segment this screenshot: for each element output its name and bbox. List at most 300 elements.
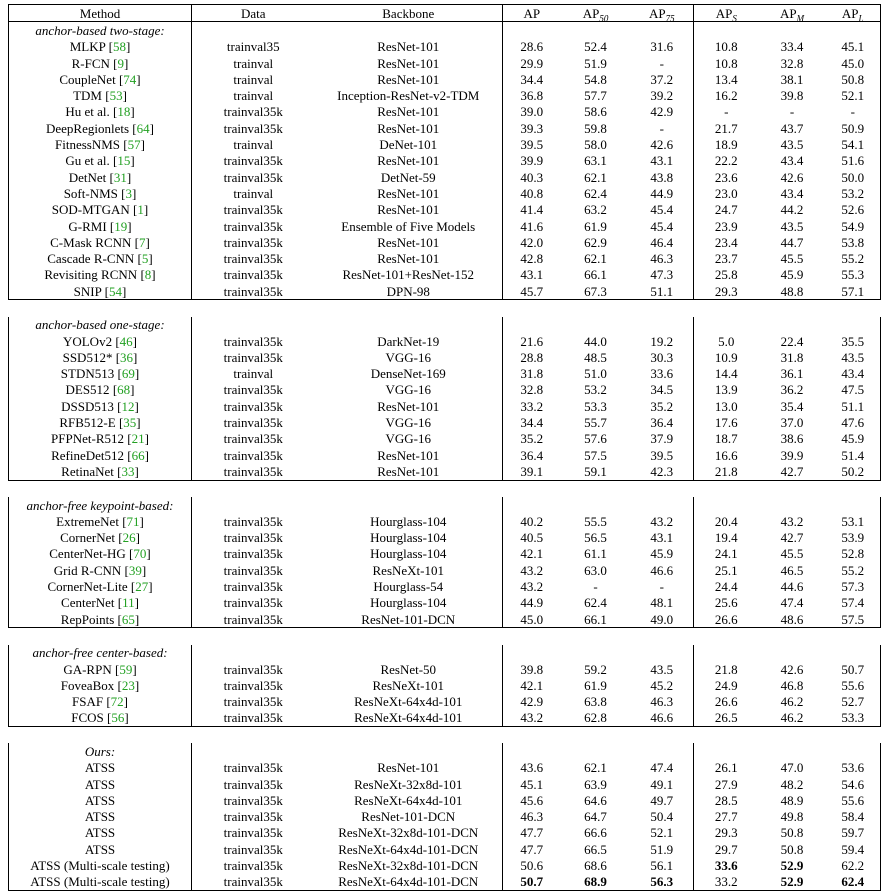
header-ap75 — [631, 5, 694, 22]
apm-cell: 42.6 — [780, 661, 804, 677]
apl-cell: 57.4 — [826, 595, 881, 611]
backbone-cell: ResNet-101 — [315, 39, 503, 55]
ap50-cell: 61.9 — [584, 218, 607, 234]
aps-cell: 25.6 — [714, 595, 738, 611]
ap50-cell: 59.2 — [584, 661, 607, 677]
ap50-cell: 62.1 — [584, 251, 607, 267]
method-cell: RFB512-E [35] — [9, 414, 192, 430]
apm-cell — [759, 874, 826, 891]
aps-cell: 21.8 — [694, 463, 759, 480]
apm-cell: 44.7 — [780, 234, 804, 250]
header-method: Method — [9, 5, 192, 22]
ap75-cell: 45.4 — [631, 202, 694, 218]
table-row — [9, 874, 881, 891]
backbone-cell: ResNet-101 — [315, 250, 503, 266]
data-cell: trainval35k — [223, 841, 283, 857]
citation-link[interactable]: 35 — [123, 415, 137, 431]
ap50-cell: 59.1 — [561, 463, 631, 480]
data-cell: trainval35k — [223, 661, 283, 677]
citation-link[interactable]: 8 — [144, 267, 152, 283]
citation-link[interactable]: 69 — [121, 366, 135, 382]
ap50-cell: 53.2 — [584, 382, 607, 398]
backbone-cell: DPN-98 — [315, 283, 503, 300]
ap75-cell: 42.6 — [631, 136, 694, 152]
backbone-cell: ResNeXt-64x4d-101-DCN — [315, 841, 503, 857]
method-cell: Hu et al. [18] — [9, 104, 192, 120]
apl-cell: 51.1 — [826, 398, 881, 414]
aps-cell: 10.8 — [714, 39, 738, 55]
apm-cell: 45.9 — [780, 267, 804, 283]
ap50-cell: 57.6 — [584, 431, 607, 447]
backbone-cell: ResNet-101 — [315, 234, 503, 250]
table-row — [9, 185, 881, 201]
citation-link[interactable]: 65 — [121, 611, 135, 627]
ap50-cell: 54.8 — [584, 71, 607, 87]
data-cell: trainval35k — [223, 562, 283, 578]
data-cell: trainval35k — [223, 349, 283, 365]
citation-link[interactable]: 33 — [121, 463, 135, 479]
citation-link[interactable]: 9 — [117, 55, 125, 71]
ap75-cell: - — [631, 55, 694, 71]
citation-link[interactable]: 27 — [135, 579, 149, 595]
ap-cell: 41.6 — [520, 218, 544, 234]
method-name: YOLOv2 — [62, 333, 113, 349]
table-row — [9, 677, 881, 693]
backbone-cell: ResNet-101 — [315, 202, 503, 218]
header-apl-sub: L — [858, 13, 864, 22]
method-name: Grid R-CNN — [53, 562, 122, 578]
ap-cell: 42.8 — [520, 251, 544, 267]
apm-cell: 48.2 — [780, 776, 804, 792]
method-name: ATSS — [84, 760, 116, 776]
apl-cell: 55.2 — [826, 562, 881, 578]
method-name: DetNet — [68, 169, 107, 185]
empty-cell — [503, 645, 561, 661]
citation-link[interactable]: 12 — [121, 398, 135, 414]
method-name: RepPoints — [60, 611, 115, 627]
aps-cell: 28.5 — [714, 792, 738, 808]
group-separator — [9, 300, 881, 317]
backbone-cell: ResNeXt-64x4d-101 — [315, 792, 503, 808]
table-row — [9, 841, 881, 857]
citation-link[interactable]: 1 — [137, 202, 144, 218]
header-ap75-sub: 75 — [665, 13, 675, 22]
data-cell: trainval35k — [223, 530, 283, 546]
results-table — [8, 4, 881, 891]
method-name: CoupleNet — [59, 71, 116, 87]
citation-link[interactable]: 53 — [109, 88, 123, 104]
ap50-cell: 62.4 — [584, 595, 607, 611]
group-title: anchor-free keypoint-based: — [9, 497, 192, 513]
backbone-cell: DeNet-101 — [315, 136, 503, 152]
citation-link[interactable]: 64 — [136, 120, 150, 136]
method-cell: Grid R-CNN [39] — [9, 562, 192, 578]
apm-cell: 46.2 — [780, 694, 804, 710]
method-name: ATSS — [84, 776, 116, 792]
backbone-cell: ResNet-50 — [315, 661, 503, 677]
apm-cell: 43.5 — [780, 137, 804, 153]
apl-cell: 50.0 — [826, 169, 881, 185]
group-title-row — [9, 645, 881, 661]
apm-value-bold: 52.9 — [780, 874, 804, 890]
backbone-cell: VGG-16 — [315, 431, 503, 447]
data-cell: trainval35k — [223, 513, 283, 529]
table-row — [9, 776, 881, 792]
ap-cell: 32.8 — [520, 382, 544, 398]
table-row — [9, 234, 881, 250]
data-cell: trainval35k — [192, 463, 315, 480]
ap75-cell: 43.8 — [631, 169, 694, 185]
ap50-cell: 58.6 — [584, 104, 607, 120]
ap-cell: 43.2 — [520, 562, 544, 578]
citation-link[interactable]: 74 — [123, 71, 137, 87]
empty-cell — [759, 22, 826, 39]
data-cell: trainval35k — [223, 595, 283, 611]
table-row — [9, 809, 881, 825]
table-row — [9, 661, 881, 677]
data-cell: trainval35k — [223, 677, 283, 693]
backbone-cell: ResNet-101+ResNet-152 — [315, 267, 503, 283]
method-cell: CenterNet [11] — [9, 595, 192, 611]
empty-cell — [315, 497, 503, 513]
method-cell: TDM [53] — [9, 87, 192, 103]
ap-cell: 45.6 — [520, 792, 544, 808]
citation-link[interactable]: 54 — [108, 283, 122, 299]
apl-cell: 55.3 — [826, 267, 881, 283]
group-separator — [9, 727, 881, 744]
aps-cell: 24.7 — [714, 202, 738, 218]
method-cell: FoveaBox [23] — [9, 677, 192, 693]
ap-cell: 33.2 — [520, 398, 544, 414]
table-row — [9, 382, 881, 398]
method-cell: RepPoints [65] — [9, 611, 192, 628]
data-cell: trainval35k — [223, 415, 283, 431]
ap-cell: 28.6 — [520, 39, 544, 55]
ap75-cell: 33.6 — [631, 366, 694, 382]
aps-cell: 26.1 — [714, 760, 738, 776]
data-cell: trainval35k — [223, 104, 283, 120]
citation-link[interactable]: 7 — [139, 234, 146, 250]
apm-cell: 50.8 — [780, 841, 804, 857]
ap75-cell: 44.9 — [631, 185, 694, 201]
backbone-cell: ResNeXt-101 — [315, 677, 503, 693]
empty-cell — [826, 743, 881, 759]
ap50-cell: 63.8 — [584, 694, 607, 710]
citation-link[interactable]: 66 — [131, 447, 145, 463]
citation-link[interactable]: 59 — [119, 661, 133, 677]
apm-cell: 48.9 — [780, 792, 804, 808]
ap50-cell: 57.5 — [584, 447, 607, 463]
empty-cell — [759, 743, 826, 759]
ap75-cell: 49.0 — [631, 611, 694, 628]
ap50-value-bold: 68.9 — [584, 874, 607, 890]
citation-link[interactable]: 5 — [141, 251, 149, 267]
citation-link[interactable]: 39 — [128, 562, 142, 578]
citation-link[interactable]: 70 — [133, 546, 147, 562]
apl-cell: 52.6 — [826, 202, 881, 218]
apm-cell: 44.6 — [780, 579, 804, 595]
empty-cell — [694, 317, 759, 333]
header-aps — [694, 5, 759, 22]
apl-cell: 54.9 — [826, 218, 881, 234]
ap50-cell: 53.3 — [584, 398, 607, 414]
apm-cell: 43.4 — [780, 185, 804, 201]
citation-link[interactable]: 31 — [113, 169, 127, 185]
table-row — [9, 710, 881, 727]
citation-link[interactable]: 3 — [125, 185, 132, 201]
apl-cell: 50.9 — [826, 120, 881, 136]
method-cell: RefineDet512 [66] — [9, 447, 192, 463]
empty-cell — [561, 22, 631, 39]
apm-cell: 48.6 — [759, 611, 826, 628]
empty-cell — [759, 317, 826, 333]
ap-cell: 39.5 — [520, 137, 544, 153]
aps-cell: 22.2 — [714, 153, 738, 169]
group-title: anchor-based one-stage: — [9, 317, 192, 333]
data-cell: trainval35k — [223, 858, 283, 874]
group-title-row — [9, 743, 881, 759]
apm-cell: 46.8 — [780, 677, 804, 693]
method-name: C-Mask RCNN — [50, 234, 132, 250]
method-name: ATSS (Multi-scale testing) — [30, 858, 170, 874]
apl-cell: 43.4 — [826, 366, 881, 382]
empty-cell — [315, 645, 503, 661]
apm-cell: 46.2 — [759, 710, 826, 727]
apm-cell: 50.8 — [780, 825, 804, 841]
aps-cell: 23.9 — [714, 218, 738, 234]
ap50-cell: 67.3 — [561, 283, 631, 300]
table-row — [9, 55, 881, 71]
method-cell: G-RMI [19] — [9, 218, 192, 234]
ap-cell: 45.7 — [503, 283, 561, 300]
method-name: G-RMI — [68, 218, 107, 234]
apl-cell: 55.6 — [826, 792, 881, 808]
aps-cell: 24.4 — [714, 579, 738, 595]
apm-cell: 22.4 — [780, 333, 804, 349]
ap50-cell: 63.0 — [584, 562, 607, 578]
group-title: Ours: — [9, 743, 192, 759]
ap50-cell: 59.8 — [584, 120, 607, 136]
ap75-cell: 56.1 — [631, 857, 694, 873]
ap75-cell: 31.6 — [631, 39, 694, 55]
ap75-cell: 46.6 — [631, 710, 694, 727]
aps-cell: 16.6 — [714, 447, 738, 463]
empty-cell — [694, 22, 759, 39]
citation-link[interactable]: 58 — [112, 39, 126, 55]
method-name: DSSD513 — [61, 398, 114, 414]
ap-cell: 36.8 — [520, 88, 544, 104]
apl-cell: 52.8 — [826, 546, 881, 562]
method-cell — [9, 841, 192, 857]
method-cell: SSD512* [36] — [9, 349, 192, 365]
empty-cell — [503, 22, 561, 39]
citation-link[interactable]: 72 — [110, 694, 124, 710]
ap50-cell: 58.0 — [584, 137, 607, 153]
backbone-cell: ResNeXt-101 — [315, 562, 503, 578]
apl-cell: 50.7 — [826, 661, 881, 677]
ap-cell: 42.0 — [520, 234, 544, 250]
ap-cell: 41.4 — [520, 202, 544, 218]
ap75-cell: 37.9 — [631, 431, 694, 447]
citation-link[interactable]: 21 — [131, 431, 145, 447]
empty-cell — [315, 317, 503, 333]
apm-cell: 42.7 — [780, 530, 804, 546]
data-cell: trainval35k — [223, 809, 283, 825]
method-cell: DetNet [31] — [9, 169, 192, 185]
method-name: RetinaNet — [61, 463, 114, 479]
aps-cell: 33.2 — [694, 874, 759, 891]
method-cell — [9, 874, 192, 891]
ap-cell: 42.1 — [520, 677, 544, 693]
table-row — [9, 414, 881, 430]
data-cell: trainval35k — [223, 169, 283, 185]
backbone-cell: VGG-16 — [315, 382, 503, 398]
citation-link[interactable]: 36 — [120, 349, 134, 365]
apm-cell: 36.1 — [780, 366, 804, 382]
citation-link[interactable]: 71 — [126, 513, 140, 529]
backbone-cell: Hourglass-104 — [315, 595, 503, 611]
method-name: SOD-MTGAN — [51, 202, 130, 218]
ap75-cell: 19.2 — [631, 333, 694, 349]
ap50-cell: 64.7 — [584, 809, 607, 825]
data-cell: trainval35k — [223, 382, 283, 398]
data-cell: trainval35k — [223, 776, 283, 792]
ap75-cell: 42.3 — [631, 463, 694, 480]
apl-cell: 53.6 — [826, 760, 881, 776]
citation-link[interactable]: 11 — [122, 595, 135, 611]
aps-cell: 27.9 — [714, 776, 738, 792]
citation-link[interactable]: 68 — [117, 382, 131, 398]
header-aps-sub: S — [732, 13, 737, 22]
ap50-cell: 61.1 — [584, 546, 607, 562]
apm-cell: 43.5 — [780, 218, 804, 234]
group-title-row — [9, 317, 881, 333]
method-cell: FSAF [72] — [9, 693, 192, 709]
empty-cell — [561, 317, 631, 333]
header-apm-label: AP — [779, 5, 797, 21]
ap75-cell — [631, 874, 694, 891]
aps-cell: 10.8 — [714, 55, 738, 71]
method-name: STDN513 — [60, 366, 115, 382]
ap75-cell: 52.1 — [631, 825, 694, 841]
ap50-cell: 55.7 — [584, 415, 607, 431]
apl-cell: 47.6 — [826, 414, 881, 430]
aps-cell: 25.8 — [714, 267, 738, 283]
method-cell: YOLOv2 [46] — [9, 333, 192, 349]
table-row — [9, 120, 881, 136]
method-name: SNIP — [73, 283, 102, 299]
citation-link[interactable]: 23 — [121, 677, 135, 693]
ap-cell: 46.3 — [520, 809, 544, 825]
apm-cell: 35.4 — [780, 398, 804, 414]
ap50-cell: 63.1 — [584, 153, 607, 169]
ap-cell: 39.8 — [520, 661, 544, 677]
backbone-cell: Hourglass-54 — [315, 578, 503, 594]
table-row — [9, 218, 881, 234]
empty-cell — [315, 22, 503, 39]
data-cell: trainval35k — [223, 218, 283, 234]
method-cell: DeepRegionlets [64] — [9, 120, 192, 136]
table-row — [9, 595, 881, 611]
apl-cell: 57.5 — [826, 611, 881, 628]
apm-cell: 39.8 — [780, 88, 804, 104]
ap-cell: 29.9 — [520, 55, 544, 71]
method-name: TDM — [73, 88, 102, 104]
ap-cell: 43.2 — [520, 579, 544, 595]
table-row — [9, 398, 881, 414]
table-row — [9, 857, 881, 873]
method-name: GA-RPN — [63, 661, 112, 677]
ap-cell: 45.0 — [503, 611, 561, 628]
method-name: Hu et al. — [65, 104, 110, 120]
apl-cell: 57.1 — [826, 283, 881, 300]
group-separator — [9, 480, 881, 497]
table-row — [9, 463, 881, 480]
citation-link[interactable]: 18 — [117, 104, 131, 120]
aps-cell: 10.9 — [714, 349, 738, 365]
aps-cell: 18.9 — [714, 137, 738, 153]
ap75-cell: 49.1 — [631, 776, 694, 792]
apm-cell: 36.2 — [780, 382, 804, 398]
citation-link[interactable]: 56 — [111, 710, 125, 726]
citation-link[interactable]: 15 — [117, 153, 131, 169]
aps-cell: 24.9 — [714, 677, 738, 693]
separator-cell — [9, 727, 881, 744]
apl-cell: 50.8 — [826, 71, 881, 87]
apm-cell: 49.8 — [780, 809, 804, 825]
citation-link[interactable]: 46 — [119, 333, 133, 349]
method-name: R-FCN — [71, 55, 110, 71]
citation-link[interactable]: 26 — [122, 530, 136, 546]
citation-link[interactable]: 57 — [127, 137, 141, 153]
ap-cell: 43.1 — [520, 267, 544, 283]
aps-cell: 13.4 — [714, 71, 738, 87]
aps-cell: 20.4 — [714, 513, 738, 529]
header-apl — [826, 5, 881, 22]
aps-cell: 26.6 — [694, 611, 759, 628]
backbone-cell: ResNeXt-32x8d-101-DCN — [315, 857, 503, 873]
method-name: MLKP — [69, 39, 106, 55]
apl-cell: - — [826, 104, 881, 120]
aps-cell — [694, 857, 759, 873]
table-row — [9, 349, 881, 365]
empty-cell — [826, 317, 881, 333]
header-apm-sub: M — [796, 13, 805, 22]
method-name: SSD512* — [62, 349, 113, 365]
apl-cell: 54.1 — [826, 136, 881, 152]
data-cell: trainval35k — [223, 267, 283, 283]
group-title-row — [9, 497, 881, 513]
ap50-cell: 66.1 — [561, 611, 631, 628]
data-cell: trainval35k — [223, 153, 283, 169]
citation-link[interactable]: 19 — [114, 218, 128, 234]
method-cell: STDN513 [69] — [9, 366, 192, 382]
apl-cell: 54.6 — [826, 776, 881, 792]
table-row — [9, 153, 881, 169]
method-name: RefineDet512 — [51, 447, 124, 463]
header-backbone: Backbone — [315, 5, 503, 22]
data-cell: trainval — [233, 71, 274, 87]
group-separator — [9, 628, 881, 645]
ap75-cell: 50.4 — [631, 809, 694, 825]
ap-cell: 50.6 — [520, 858, 544, 874]
ap75-cell: 43.1 — [631, 153, 694, 169]
apl-cell: 52.1 — [826, 87, 881, 103]
aps-cell: 5.0 — [718, 333, 735, 349]
backbone-cell: VGG-16 — [315, 349, 503, 365]
backbone-cell: Hourglass-104 — [315, 530, 503, 546]
method-cell — [9, 760, 192, 776]
